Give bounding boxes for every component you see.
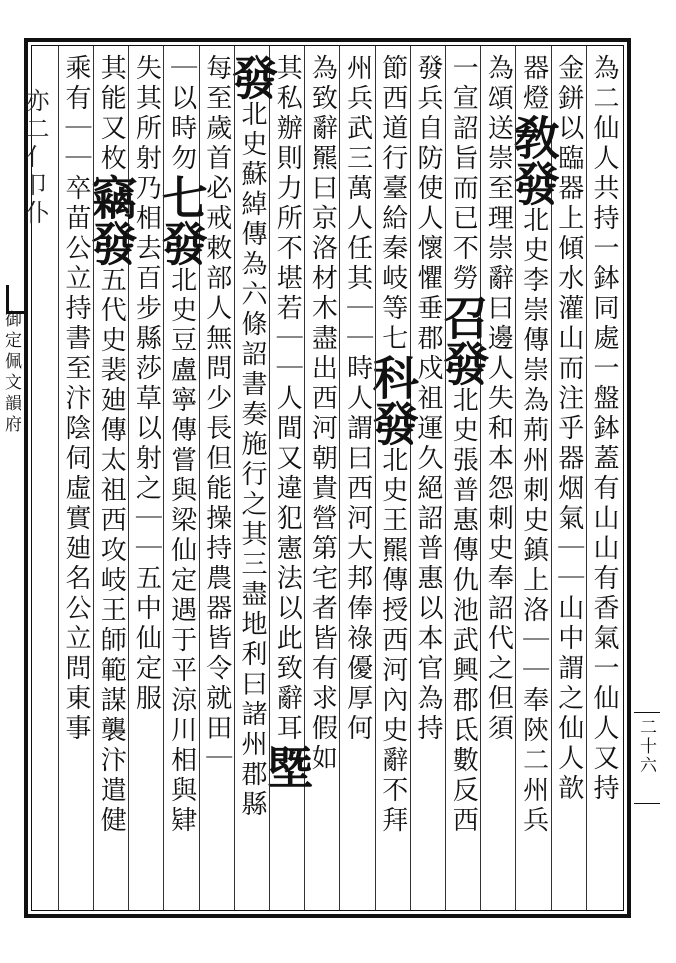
column-rule — [234, 46, 235, 910]
column-rule — [269, 46, 270, 910]
text-run: 卒苗公立持書至汴陰伺虛實廸名公立問東事 — [60, 174, 91, 744]
column-text — [480, 54, 515, 744]
text-run: 一宣詔旨而已不勞 — [448, 54, 479, 294]
text-run: 乘有｜｜ — [60, 54, 91, 174]
column-rule — [445, 46, 446, 910]
headword: 召 — [436, 294, 491, 340]
column-text — [224, 54, 279, 820]
text-run: 五代史裴廸傳太祖西攻岐王師範謀襲汴遣健 — [96, 266, 127, 836]
text-run: 送崇至理崇辭曰邊人失和本怨刺史奉詔代之但須 — [483, 114, 514, 744]
text-column-15 — [84, 46, 139, 910]
headword: 科 — [365, 354, 420, 400]
column-rule — [163, 46, 164, 910]
book-title: 御定佩文韻府 — [1, 310, 21, 436]
column-text — [304, 54, 339, 774]
text-column-10 — [260, 46, 315, 910]
text-run: 射乃相去百步縣莎草以射之｜｜五中仙定服 — [131, 144, 162, 714]
column-text — [436, 54, 491, 836]
column-text — [260, 54, 315, 790]
text-run: 時人謂曰西河大邦俸祿優厚何 — [342, 354, 373, 744]
text-run: 北史豆盧寧傳嘗與梁仙定遇于平涼川相與肄 — [166, 266, 197, 836]
column-rule — [58, 46, 59, 910]
column-rule — [375, 46, 376, 910]
column-text — [365, 54, 420, 836]
text-column-3 — [506, 46, 561, 910]
text-run: 金鉼以臨器上傾水灌山而注乎器烟氣｜｜山中謂之仙人歆 — [553, 54, 584, 804]
text-run: 失其所 — [131, 54, 162, 144]
text-run: 北史蘇綽傳為六條詔書奏施行之其三盡地利曰諸州郡縣 — [236, 100, 267, 820]
column-rule — [515, 46, 516, 910]
headword: 發 — [365, 400, 420, 446]
text-column-1 — [586, 46, 621, 910]
text-column-8 — [339, 46, 374, 910]
text-run: 為二仙人共持一鉢同處一盤鉢蓋有山山有香氣一仙人又持 — [588, 54, 619, 804]
column-text — [58, 54, 93, 744]
text-column-4 — [480, 46, 515, 910]
left-fragment-text: 亦二亻卩仆 — [21, 88, 49, 228]
text-run: 器燈 — [518, 54, 549, 114]
headword: 發 — [506, 160, 561, 206]
text-run: ｜以時勿 — [166, 54, 197, 174]
text-column-7 — [365, 46, 420, 910]
column-rule — [339, 46, 340, 910]
column-text — [84, 54, 139, 836]
text-run: 為頌 — [483, 54, 514, 114]
headword: 發 — [84, 220, 139, 266]
text-column-6 — [410, 46, 445, 910]
text-run: 發兵自防使人懷懼 — [412, 54, 443, 294]
column-text — [199, 54, 234, 774]
headword: 發 — [224, 54, 279, 100]
headword: 塈 — [260, 744, 315, 790]
left-fragment-column — [21, 80, 52, 620]
text-frame — [21, 38, 631, 918]
headword: 敎 — [506, 114, 561, 160]
column-rule — [586, 46, 587, 910]
text-column-13 — [154, 46, 209, 910]
text-run: 為致辭羆曰京洛材木盡出西河朝貴營第宅者皆有求假如 — [307, 54, 338, 774]
column-text — [506, 54, 561, 836]
headword: 七 — [154, 174, 209, 220]
column-text — [586, 54, 621, 804]
text-run: 其私辦則力所不堪若｜｜人間又違犯憲法以此致辭耳 — [272, 54, 303, 744]
text-run: 北史張普惠傳仇池武興郡氐數反西 — [448, 386, 479, 836]
text-run: 節西道行臺給秦岐等七 — [377, 54, 408, 354]
column-text — [154, 54, 209, 836]
text-run: 北史李崇傳崇為荊州刺史鎮上洛｜｜奉陝二州兵 — [518, 206, 549, 836]
text-column-11 — [224, 46, 279, 910]
headword: 竊 — [84, 174, 139, 220]
text-run: 其能又枚 — [96, 54, 127, 174]
column-text — [128, 54, 163, 714]
text-column-5 — [436, 46, 491, 910]
text-column-16 — [58, 46, 93, 910]
text-run: 每至歲首必戒敕部人無問少長但能操持農器皆令就田｜ — [201, 54, 232, 774]
text-run: 北史王羆傳授西河內史辭不拜 — [377, 446, 408, 836]
text-frame-inner — [21, 45, 624, 911]
text-run: 州兵武三萬人任其｜｜ — [342, 54, 373, 354]
text-run: 垂郡戍祖運久絕詔普惠以本官為持 — [412, 294, 443, 744]
column-text — [339, 54, 374, 744]
column-rule — [480, 46, 481, 910]
headword: 發 — [154, 220, 209, 266]
column-rule — [410, 46, 411, 910]
page-number: 二十六 — [636, 718, 656, 775]
headword: 發 — [436, 340, 491, 386]
column-rule — [93, 46, 94, 910]
